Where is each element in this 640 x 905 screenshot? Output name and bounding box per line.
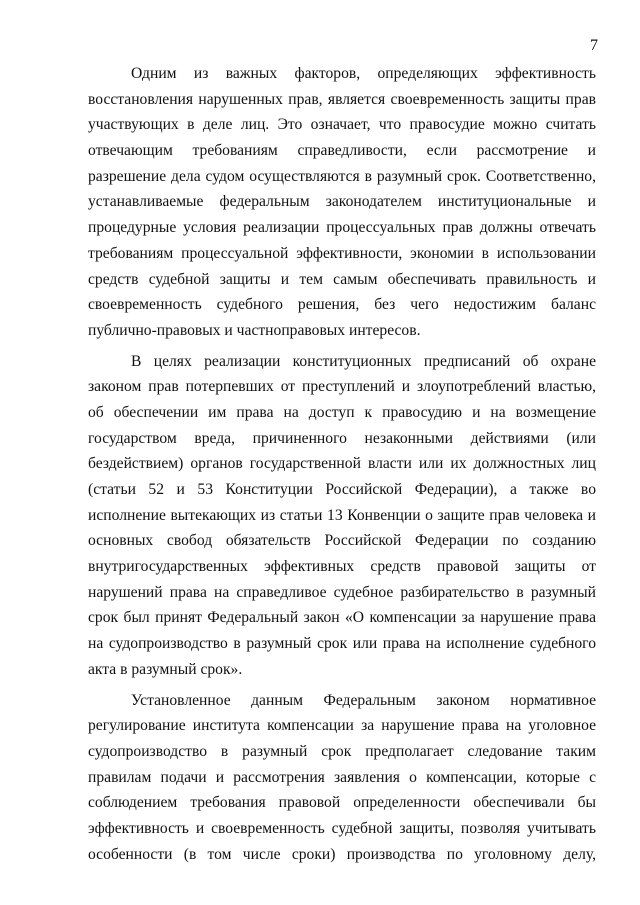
text-line: бездействием) органов государственной власти или их должностных лиц [88,455,596,473]
text-line: законом прав потерпевших от преступлений и злоупотреблений властью, [88,378,596,396]
text-line: особенности (в том числе сроки) производства по уголовному делу, [88,845,596,863]
paragraph [88,61,596,344]
text-line: судопроизводство в разумный срок предполагает следование таким [88,742,596,760]
text-line: акта в разумный срок». [88,660,243,678]
text-line: отвечающим требованиям справедливости, если рассмотрение и [88,142,596,160]
text-line: государством вреда, причиненного незаконными действиями (или [88,429,596,447]
text-line: соблюдением требования правовой определенности обеспечивали бы [88,794,596,812]
text-line: своевременность судебного решения, без чего недостижим баланс [88,296,596,314]
text-line: (статьи 52 и 53 Конституции Российской Федерации), а также во [88,481,596,498]
text-line: В целях реализации конституционных предписаний об охране [131,352,596,370]
text-line: на судопроизводство в разумный срок или права на исполнение судебного [88,635,596,653]
text-line: публично-правовых и частноправовых интересов. [88,321,421,339]
text-line: средств судебной защиты и тем самым обеспечивать правильность и [88,270,596,288]
text-line: правилам подачи и рассмотрения заявления о компенсации, которые с [88,768,596,786]
text-line: срок был принят Федеральный закон «О компенсации за нарушение права [88,609,596,627]
text-line: Одним из важных факторов, определяющих эффективность [131,65,596,82]
text-line: требованиям процессуальной эффективности, экономии в использовании [88,244,596,262]
text-line: процедурные условия реализации процессуальных прав должны отвечать [88,219,596,237]
text-line: внутригосударственных эффективных средств правовой защиты от [88,558,596,576]
text-line: устанавливаемые федеральным законодателем институциональные и [88,193,596,211]
text-line: основных свобод обязательств Российской Федерации по созданию [88,532,596,550]
text-line: эффективность и своевременность судебной защиты, позволяя учитывать [88,819,596,837]
paragraph [88,688,596,868]
text-line: участвующих в деле лиц. Это означает, что правосудие можно считать [88,116,596,134]
text-line: нарушений права на справедливое судебное разбирательство в разумный [88,583,596,601]
text-line: Установленное данным Федеральным законом нормативное [131,691,596,709]
text-line: восстановления нарушенных прав, является своевременность защиты прав [88,90,596,108]
text-line: регулирование института компенсации за нарушение права на уголовное [88,717,596,735]
text-line: исполнение вытекающих из статьи 13 Конвенции о защите прав человека и [88,506,596,524]
document-body [88,61,596,867]
page-number: 7 [590,37,598,54]
text-line: разрешение дела судом осуществляются в разумный срок. Соответственно, [88,167,596,185]
paragraph [88,349,596,683]
text-line: об обеспечении им права на доступ к правосудию и на возмещение [88,403,596,421]
